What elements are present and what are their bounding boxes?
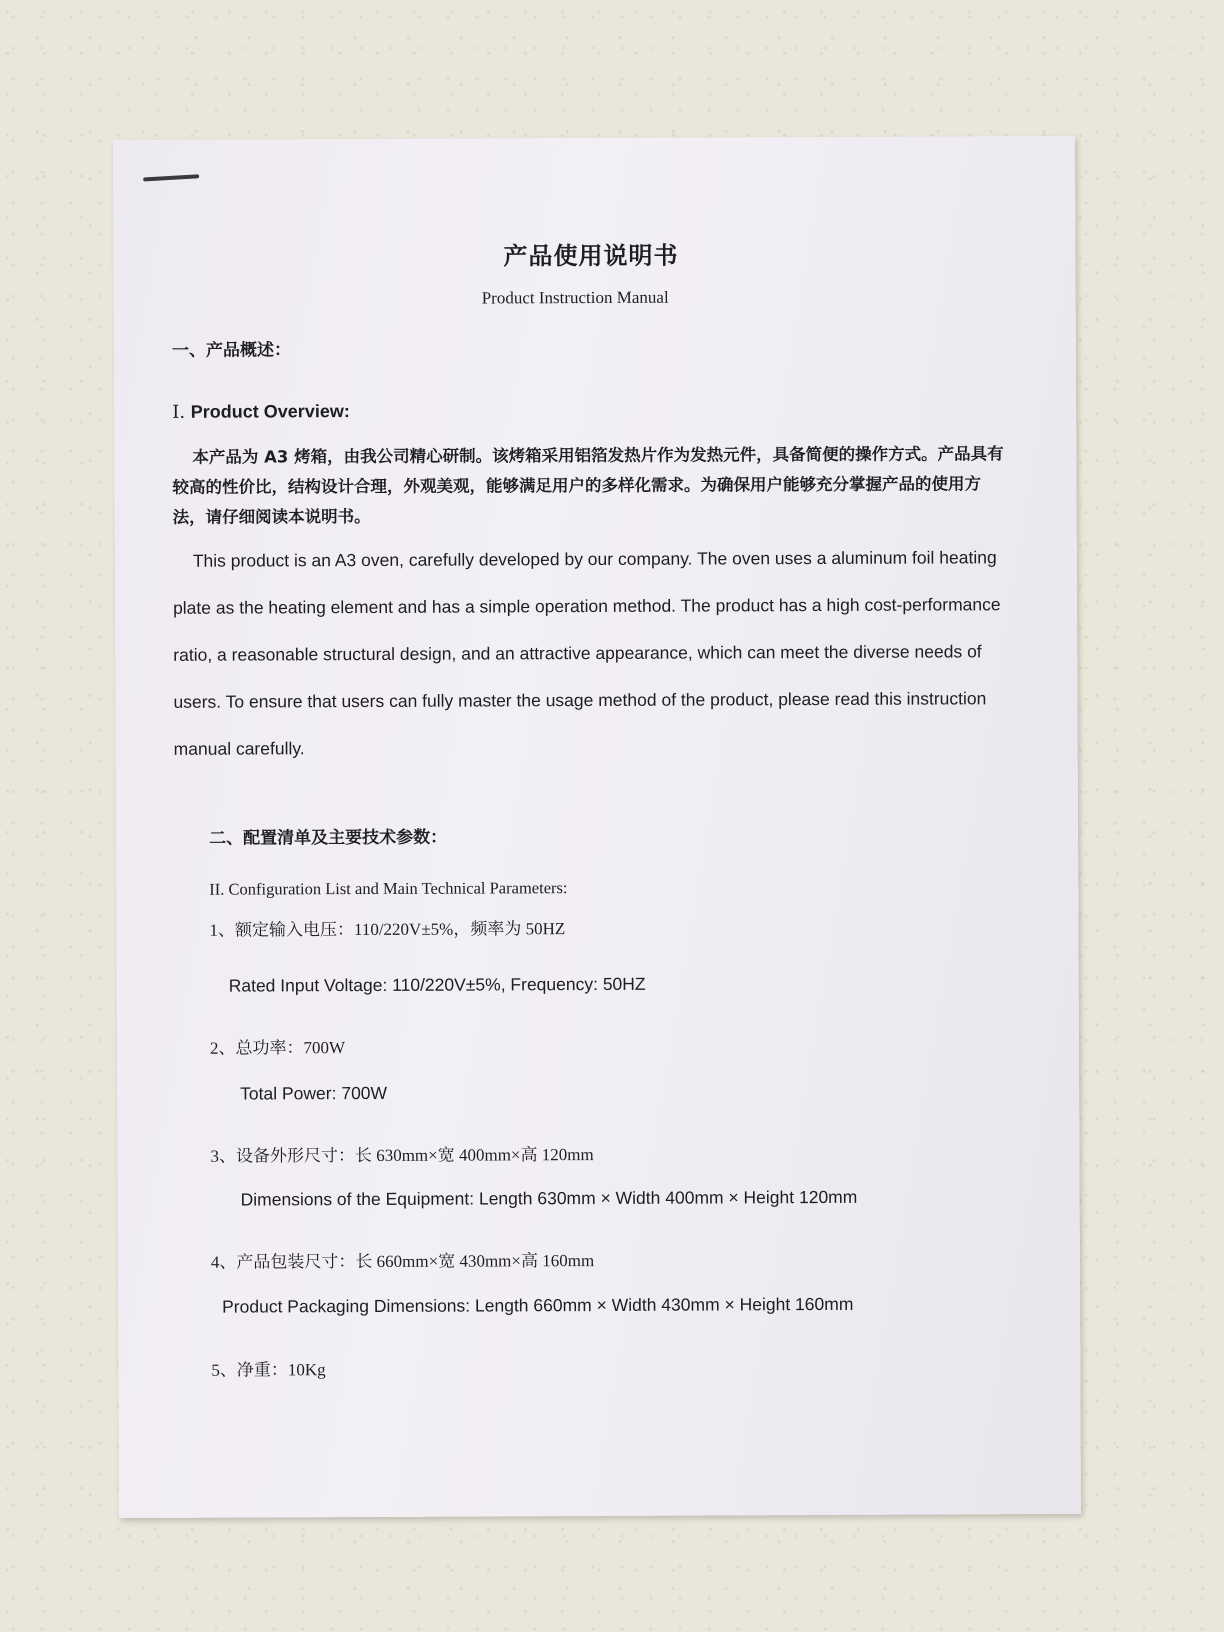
spec-item-4-cn: 4、产品包装尺寸：长 660mm×宽 430mm×高 160mm [210,1251,595,1272]
section1-number: I. [172,401,186,423]
section1-heading-en [172,401,350,423]
document-page [113,136,1081,1518]
section1-heading-en-text: Product Overview: [190,401,350,422]
section1-paragraph-cn: 本产品为 A3 烤箱，由我公司精心研制。该烤箱采用铝箔发热片作为发热元件，具备简便的操作方式。产品具有较高的性价比，结构设计合理，外观美观，能够满足用户的多样化需求。为确保用户能够充分掌握产品的使用方法，请仔细阅读本说明书。 [172,444,1004,527]
spec-item-3-cn: 3、设备外形尺寸：长 630mm×宽 400mm×高 120mm [210,1145,594,1166]
spec-item-2-cn: 2、总功率：700W [209,1038,346,1058]
document-title-en: Product Instruction Manual [481,287,669,308]
section1-heading-cn: 一、产品概述： [171,340,291,361]
section1-paragraph-en: This product is an A3 oven, carefully developed by our company. The oven uses a aluminum foil heating plate as the heating element and has a simple operation method. The product has a high cost-performance ratio, a reasonable structural design, and an attractive appearance, which can meet the diverse needs of users. To ensure that users can fully master the usage method of the product, please read this instruction manual carefully. [172,547,1001,759]
spec-item-4-en: Product Packaging Dimensions: Length 660mm × Width 430mm × Height 160mm [222,1293,854,1317]
spec-item-1-en: Rated Input Voltage: 110/220V±5%, Frequency: 50HZ [228,973,646,996]
spec-item-2-en: Total Power: 700W [240,1082,388,1104]
document-title-cn: 产品使用说明书 [503,241,679,271]
section2-heading-en: II. Configuration List and Main Technical Parameters: [209,878,568,899]
spec-item-3-en: Dimensions of the Equipment: Length 630mm × Width 400mm × Height 120mm [240,1186,858,1210]
spec-item-1-cn: 1、额定输入电压：110/220V±5%，频率为 50HZ [209,919,566,940]
section2-heading-cn: 二、配置清单及主要技术参数： [209,827,448,849]
spec-item-5-cn: 5、净重：10Kg [211,1360,326,1380]
staple-mark [143,174,199,181]
